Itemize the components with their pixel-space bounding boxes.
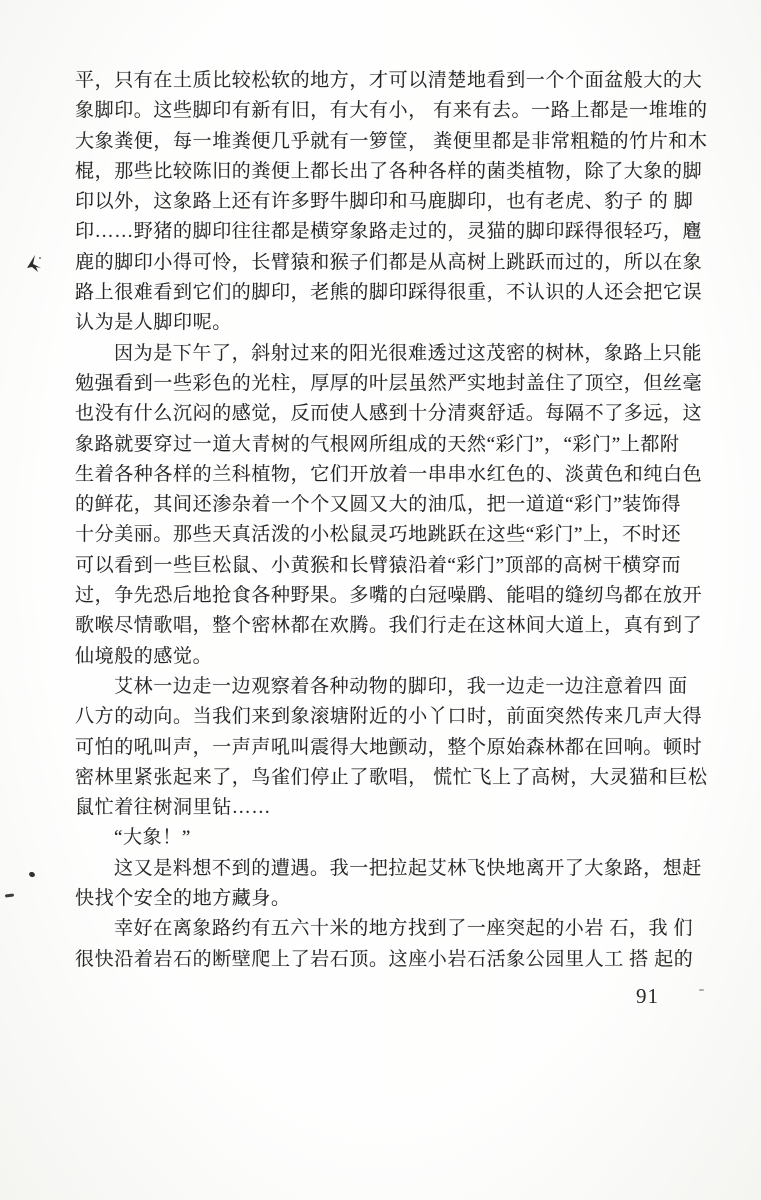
text-line: 艾林一边走一边观察着各种动物的脚印，我一边走一边注意着四 面 (114, 675, 688, 697)
text-line: 密林里紧张起来了，鸟雀们停止了歌唱， 慌忙飞上了高树，大灵猫和巨松 (75, 766, 708, 788)
text-line: 生着各种各样的兰科植物，它们开放着一串串水红色的、淡黄色和纯白色 (75, 463, 703, 485)
paragraph (75, 823, 705, 853)
text-line: 象脚印。这些脚印有新有旧，有大有小， 有来有去。一路上都是一堆堆的 (75, 100, 708, 122)
text-line: 歌喉尽情歌唱，整个密林都在欢腾。我们行走在这林间大道上，真有到了 (75, 615, 703, 637)
text-line: 这又是料想不到的遭遇。我一把拉起艾林飞快地离开了大象路，想赶 (114, 857, 703, 879)
text-line: 可怕的吼叫声，一声声吼叫震得大地颤动，整个原始森林都在回响。顿时 (75, 736, 703, 758)
text-line: “大象！” (114, 827, 191, 849)
text-line: 很快沿着岩石的断壁爬上了岩石顶。这座小岩石活象公园里人工 搭 起的 (75, 948, 694, 970)
text-line: 鼠忙着往树洞里钻…… (75, 797, 272, 819)
text-line: 认为是人脚印呢。 (75, 312, 232, 334)
text-line: 八方的动向。当我们来到象滚塘附近的小丫口时，前面突然传来几声大得 (75, 706, 703, 728)
text-line: 也没有什么沉闷的感觉，反而使人感到十分清爽舒适。每隔不了多远，这 (75, 403, 703, 425)
text-line: 路上很难看到它们的脚印，老熊的脚印踩得很重，不认识的人还会把它误 (75, 282, 703, 304)
page-number: 91 (636, 984, 659, 1008)
text-line: 棍，那些比较陈旧的粪便上都长出了各种各样的菌类植物，除了大象的脚 (75, 160, 703, 182)
text-line: 印……野猪的脚印往往都是横穿象路走过的，灵猫的脚印踩得很轻巧，麅 (75, 221, 703, 243)
text-line: 象路就要穿过一道大青树的气根网所组成的天然“彩门”，“彩门”上都附 (75, 433, 680, 455)
page-text (75, 66, 708, 975)
text-line: 的鲜花，其间还渗杂着一个个又圆又大的油瓜，把一道道“彩门”装饰得 (75, 494, 682, 516)
text-line: 仙境般的感觉。 (75, 645, 213, 667)
text-line: 十分美丽。那些天真活泼的小松鼠灵巧地跳跃在这些“彩门”上，不时还 (75, 524, 682, 546)
paragraph (75, 672, 708, 823)
text-line: 鹿的脚印小得可怜，长臂猿和猴子们都是从高树上跳跃而过的，所以在象 (75, 251, 703, 273)
ink-speck-icon (699, 989, 704, 991)
paragraph (75, 339, 705, 672)
text-line: 幸好在离象路约有五六十米的地方找到了一座突起的小岩 石，我 们 (114, 918, 694, 940)
paragraph (75, 914, 705, 975)
ink-speck-icon (5, 893, 14, 897)
text-line: 过，争先恐后地抢食各种野果。多嘴的白冠噪鹛、能唱的缝纫鸟都在放开 (75, 585, 703, 607)
text-line: 平，只有在土质比较松软的地方，才可以清楚地看到一个个面盆般大的大 (75, 70, 703, 91)
ink-speck-icon (28, 871, 35, 878)
paragraph (75, 66, 708, 339)
ink-blot-icon (24, 251, 46, 276)
text-line: 勉强看到一些彩色的光柱，厚厚的叶层虽然严实地封盖住了顶空，但丝毫 (75, 372, 703, 394)
text-line: 印以外，这象路上还有许多野牛脚印和马鹿脚印，也有老虎、豹子 的 脚 (75, 191, 694, 213)
text-line: 大象粪便，每一堆粪便几乎就有一箩筐， 粪便里都是非常粗糙的竹片和木 (75, 130, 708, 152)
text-line: 因为是下午了，斜射过来的阳光很难透过这茂密的树林，象路上只能 (114, 342, 703, 364)
text-line: 快找个安全的地方藏身。 (75, 888, 291, 910)
paragraph (75, 854, 705, 915)
text-line: 可以看到一些巨松鼠、小黄猴和长臂猿沿着“彩门”顶部的高树干横穿而 (75, 554, 682, 576)
